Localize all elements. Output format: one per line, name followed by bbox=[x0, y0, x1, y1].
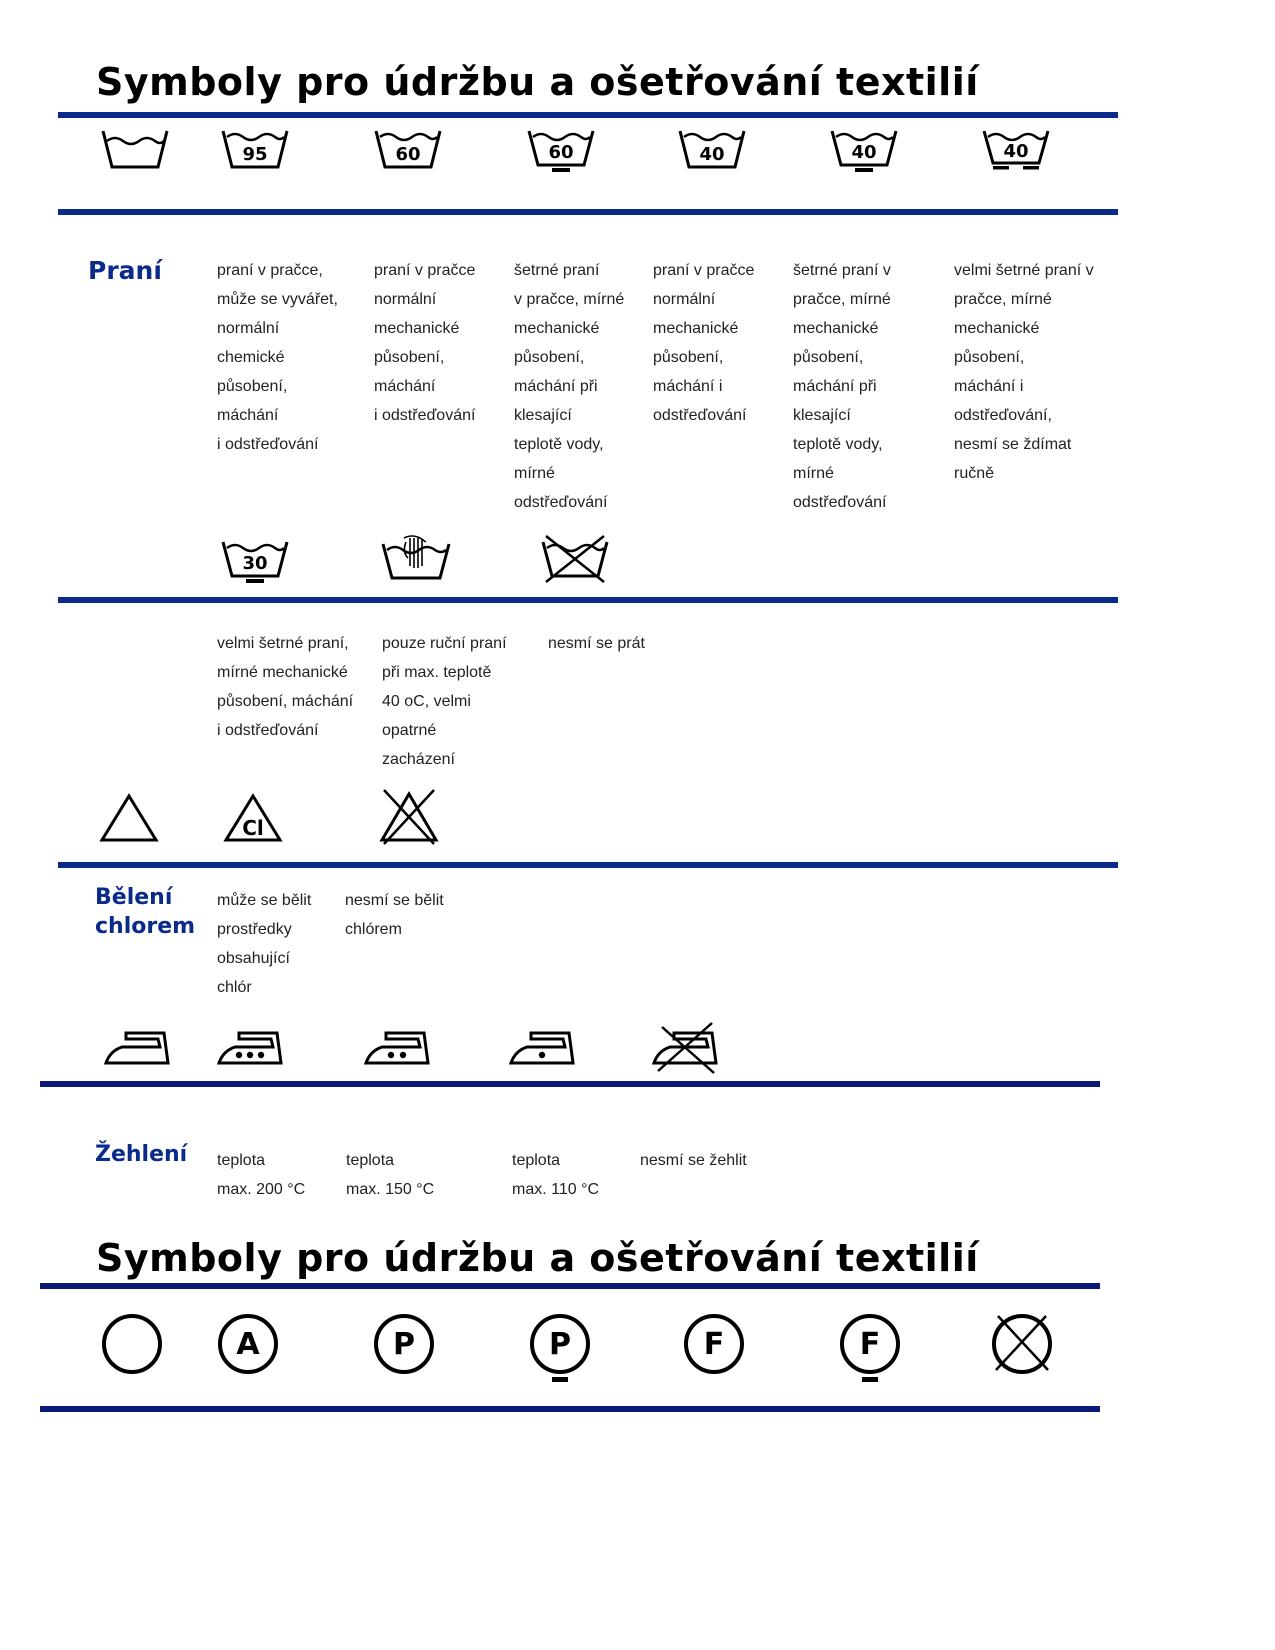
bleach-allowed-icon bbox=[98, 792, 160, 844]
wash-temp-label: 40 bbox=[1003, 141, 1029, 162]
wash-temp-label: 40 bbox=[699, 144, 725, 165]
iron-two-dots-icon bbox=[364, 1027, 430, 1067]
dry-clean-p-gentle-icon bbox=[528, 1312, 592, 1386]
wash-symbol-plain-icon bbox=[100, 127, 170, 171]
bleach-description: nesmí se bělit chlórem bbox=[345, 892, 444, 938]
dry-clean-f-icon bbox=[682, 1312, 746, 1376]
wash-symbol-40-gentle-icon bbox=[829, 127, 899, 173]
page-title: Symboly pro údržbu a ošetřování textilií bbox=[96, 60, 979, 104]
wash-temp-label: 60 bbox=[395, 144, 421, 165]
wash-temp-label: 60 bbox=[548, 142, 574, 163]
dry-clean-label: P bbox=[393, 1327, 415, 1362]
dry-clean-p-icon bbox=[372, 1312, 436, 1376]
section-heading-washing: Praní bbox=[88, 256, 162, 285]
bleach-description: může se bělit prostředky obsahující chlór bbox=[217, 892, 312, 996]
section-heading-ironing: Žehlení bbox=[95, 1142, 188, 1167]
iron-description: teplota max. 110 °C bbox=[512, 1152, 600, 1198]
divider-rule bbox=[58, 862, 1118, 868]
no-iron-icon bbox=[652, 1021, 718, 1075]
wash-description: pouze ruční praní při max. teplotě 40 oC, velmi opatrné zacházení bbox=[382, 635, 507, 768]
wash-description: praní v pračce normální mechanické působení, máchání i odstřeďování bbox=[653, 262, 755, 424]
wash-symbol-60-icon bbox=[373, 127, 443, 171]
wash-description: praní v pračce normální mechanické působení, máchání i odstřeďování bbox=[374, 262, 476, 424]
wash-temp-label: 30 bbox=[242, 553, 268, 574]
iron-icon bbox=[104, 1027, 170, 1067]
hand-wash-icon bbox=[380, 532, 452, 582]
wash-description: nesmí se prát bbox=[548, 635, 645, 652]
dry-clean-f-gentle-icon bbox=[838, 1312, 902, 1386]
dry-clean-a-icon bbox=[216, 1312, 280, 1376]
dry-clean-label: A bbox=[236, 1327, 260, 1362]
divider-rule bbox=[58, 597, 1118, 603]
wash-symbol-60-gentle-icon bbox=[526, 127, 596, 173]
no-bleach-icon bbox=[378, 788, 440, 846]
wash-symbol-30-icon bbox=[220, 538, 290, 584]
wash-description: velmi šetrné praní, mírné mechanické působení, máchání i odstřeďování bbox=[217, 635, 354, 739]
wash-description: šetrné praní v pračce, mírné mechanické působení, máchání při klesající teplotě vody, mírné odstřeďování bbox=[793, 262, 891, 511]
dry-clean-icon bbox=[100, 1312, 164, 1376]
iron-description: teplota max. 200 °C bbox=[217, 1152, 306, 1198]
page-title-repeat: Symboly pro údržbu a ošetřování textilií bbox=[96, 1236, 979, 1280]
dry-clean-label: F bbox=[859, 1327, 881, 1362]
iron-description: nesmí se žehlit bbox=[640, 1152, 747, 1169]
divider-rule bbox=[40, 1406, 1100, 1412]
iron-one-dot-icon bbox=[509, 1027, 575, 1067]
wash-symbol-40-very-gentle-icon bbox=[981, 127, 1051, 173]
wash-symbol-40-icon bbox=[677, 127, 747, 171]
divider-rule bbox=[58, 112, 1118, 118]
section-heading-bleach: Bělení chlorem bbox=[95, 885, 196, 939]
iron-description: teplota max. 150 °C bbox=[346, 1152, 435, 1198]
wash-description: praní v pračce, může se vyvářet, normální chemické působení, máchání i odstřeďování bbox=[217, 262, 338, 453]
divider-rule bbox=[40, 1081, 1100, 1087]
wash-temp-label: 95 bbox=[242, 144, 268, 165]
wash-description: šetrné praní v pračce, mírné mechanické působení, máchání při klesající teplotě vody, mírné odstřeďování bbox=[514, 262, 625, 511]
wash-description: velmi šetrné praní v pračce, mírné mechanické působení, máchání i odstřeďování, nesmí se ždímat ručně bbox=[954, 262, 1094, 482]
bleach-chlorine-icon bbox=[222, 792, 284, 844]
do-not-wash-icon bbox=[540, 534, 610, 584]
dry-clean-label: F bbox=[703, 1327, 725, 1362]
no-dry-clean-icon bbox=[990, 1312, 1054, 1376]
chlorine-label: Cl bbox=[242, 816, 264, 840]
wash-temp-label: 40 bbox=[851, 142, 877, 163]
divider-rule bbox=[40, 1283, 1100, 1289]
iron-three-dots-icon bbox=[217, 1027, 283, 1067]
dry-clean-label: P bbox=[549, 1327, 571, 1362]
divider-rule bbox=[58, 209, 1118, 215]
wash-symbol-95-icon bbox=[220, 127, 290, 171]
